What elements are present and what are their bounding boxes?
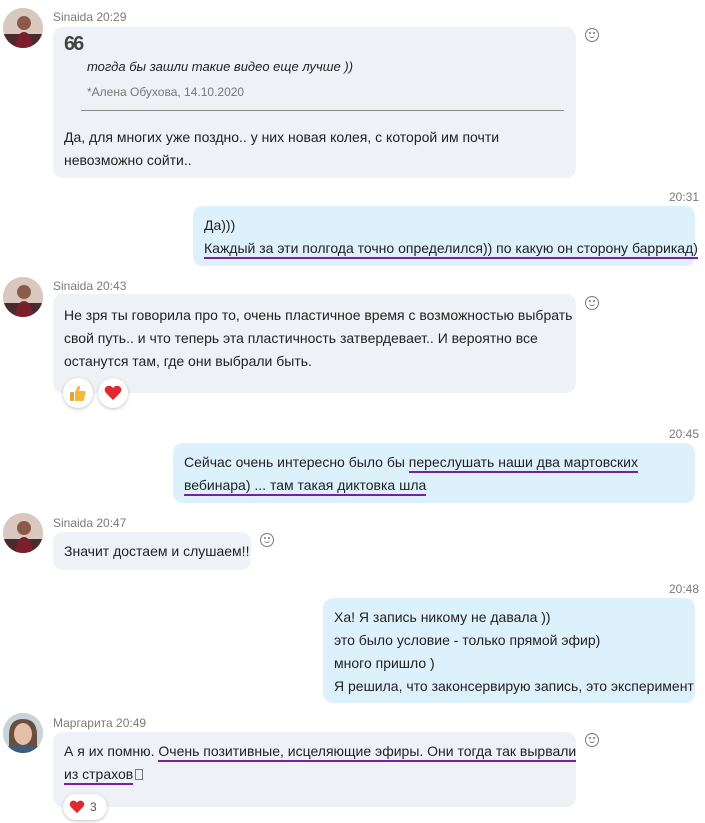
- highlighted-text: Очень позитивные, исцеляющие эфиры. Они тогда так вырвали: [158, 743, 576, 762]
- sender-name: Sinaida: [53, 279, 94, 293]
- quote-text: тогда бы зашли такие видео еще лучше )): [87, 59, 354, 74]
- message-line: Да, для многих уже поздно.. у них новая колея, с которой им почти: [64, 129, 500, 145]
- avatar-margarita[interactable]: [3, 713, 43, 753]
- message-line: Я решила, что законсервирую запись, это эксперимент: [334, 678, 694, 694]
- message-meta: [53, 716, 146, 730]
- message-bubble[interactable]: [323, 598, 695, 703]
- message-text: Значит достаем и слушаем!!: [64, 543, 250, 559]
- avatar-sinaida[interactable]: [3, 8, 43, 48]
- message-time: 20:29: [96, 10, 127, 24]
- add-reaction-smiley-icon[interactable]: [585, 28, 599, 42]
- reaction-count: 3: [90, 800, 97, 814]
- message-bubble[interactable]: [53, 27, 576, 178]
- avatar-sinaida[interactable]: [3, 277, 43, 317]
- message-line: свой путь.. и что теперь эта пластичность затвердевает.. И вероятно все: [64, 330, 538, 346]
- message-text: [334, 606, 694, 698]
- thumbs-up-icon: [69, 384, 87, 402]
- highlighted-text: из страхов: [64, 766, 133, 785]
- reaction-thumbs-up[interactable]: [63, 378, 93, 408]
- reaction-heart-count[interactable]: [63, 794, 107, 820]
- message-segment: А я их помню.: [64, 743, 159, 759]
- avatar-image: [3, 513, 43, 553]
- add-reaction-smiley-icon[interactable]: [260, 533, 274, 547]
- message-line: это было условие - только прямой эфир): [334, 632, 601, 648]
- message-line: [204, 237, 698, 260]
- message-bubble[interactable]: [193, 206, 698, 266]
- message-bubble[interactable]: [173, 443, 695, 503]
- message-line: Ха! Я запись никому не давала )): [334, 609, 551, 625]
- add-reaction-smiley-icon[interactable]: [585, 296, 599, 310]
- message-line: Да))): [204, 217, 236, 233]
- message-meta: [53, 10, 126, 24]
- message-line: невозможно сойти..: [64, 152, 192, 168]
- message-meta: [53, 279, 126, 293]
- quote-divider: [81, 110, 564, 111]
- highlighted-text: переслушать наши два мартовских: [409, 454, 638, 473]
- add-reaction-smiley-icon[interactable]: [585, 733, 599, 747]
- highlighted-text: вебинара) ... там такая диктовка шла: [184, 477, 426, 496]
- message-time: 20:47: [96, 516, 127, 530]
- message-meta: [53, 516, 126, 530]
- message-segment: Сейчас очень интересно было бы: [184, 454, 409, 470]
- unknown-glyph-icon: [135, 769, 143, 780]
- message-text: [64, 304, 572, 373]
- message-line: Не зря ты говорила про то, очень пластичное время с возможностью выбрать: [64, 307, 573, 323]
- message-line: много пришло ): [334, 655, 435, 671]
- message-time: 20:49: [116, 716, 147, 730]
- message-text: [204, 214, 698, 260]
- message-line: [64, 740, 576, 763]
- highlighted-text: Каждый за эти полгода точно определился)) по какую он сторону баррикад): [204, 240, 698, 259]
- avatar-image: [3, 713, 43, 753]
- sender-name: Sinaida: [53, 516, 94, 530]
- message-line: [64, 763, 576, 786]
- avatar-image: [3, 277, 43, 317]
- message-bubble[interactable]: [53, 532, 251, 570]
- message-line: [184, 451, 638, 474]
- message-time: 20:48: [669, 582, 700, 596]
- heart-icon: [69, 800, 85, 814]
- message-bubble[interactable]: [53, 732, 576, 807]
- quote-author: *Алена Обухова, 14.10.2020: [87, 85, 245, 99]
- quote-icon: 66: [64, 33, 83, 55]
- heart-icon: [104, 385, 122, 401]
- message-line: останутся там, где они выбрали быть.: [64, 353, 312, 369]
- message-text: [64, 740, 576, 786]
- message-time: 20:43: [96, 279, 127, 293]
- reaction-heart[interactable]: [98, 378, 128, 408]
- avatar-sinaida[interactable]: [3, 513, 43, 553]
- message-time: 20:45: [669, 427, 700, 441]
- message-text: [64, 126, 499, 172]
- sender-name: Sinaida: [53, 10, 94, 24]
- avatar-image: [3, 8, 43, 48]
- message-line: [184, 474, 638, 497]
- message-text: [184, 451, 638, 497]
- message-time: 20:31: [669, 190, 700, 204]
- message-bubble[interactable]: [53, 294, 576, 393]
- sender-name: Маргарита: [53, 716, 113, 730]
